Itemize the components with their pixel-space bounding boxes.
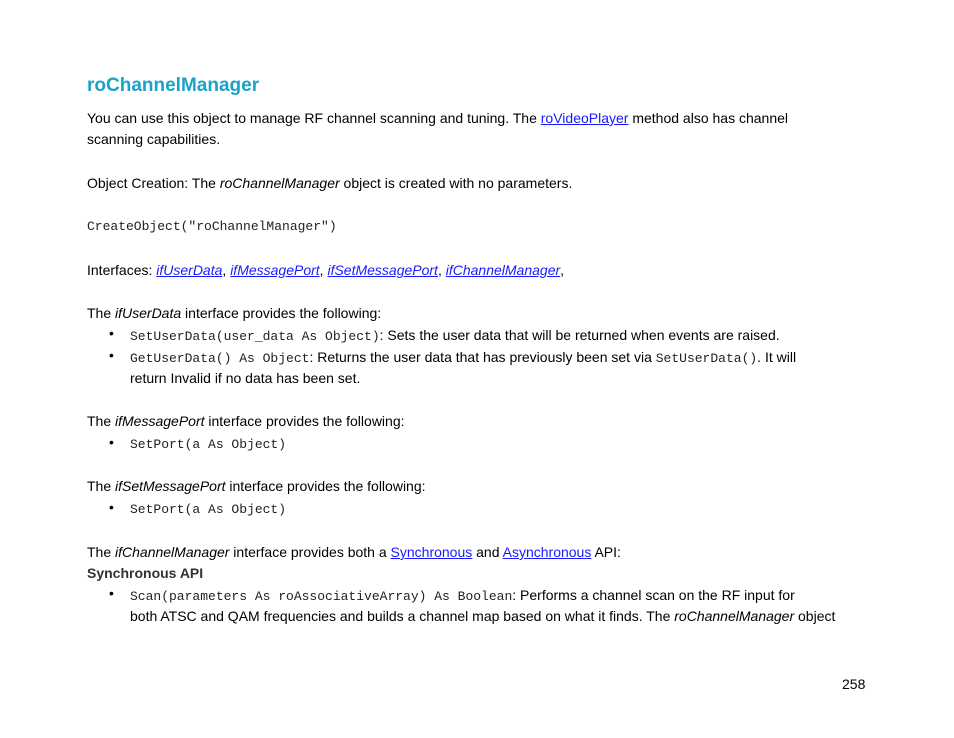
ifmessageport-intro [87,411,405,432]
method-description-2: . It will [757,349,797,365]
intro-text: You can use this object to manage RF channel scanning and tuning. The [87,110,541,126]
method-description-emphasis: roChannelManager [674,608,795,624]
list-item [87,585,867,627]
method-description-2: both ATSC and QAM frequencies and builds a channel map based on what it finds. The [130,608,675,624]
method-signature: GetUserData() As Object [130,351,310,366]
intro-paragraph [87,108,788,129]
list-item-content-line2: return Invalid if no data has been set. [130,370,361,386]
list-item-content [130,347,796,369]
ifchannelmanager-intro [87,542,621,563]
list-item [87,347,867,389]
userdata-emphasis: ifUserData [115,305,182,321]
interfaces-label: Interfaces: [87,262,157,278]
method-signature: SetPort(a As Object) [130,437,287,452]
object-creation-paragraph [87,173,572,194]
ifuserdata-intro [87,303,381,324]
msgport-text-2: interface provides the following: [204,413,405,429]
method-description: : Sets the user data that will be returned when events are raised. [379,327,780,343]
link-ifuserdata[interactable]: ifUserData [156,262,223,278]
creation-text-2: object is created with no parameters. [339,175,573,191]
chanmgr-text-2: interface provides both a [229,544,391,560]
msgport-text: The [87,413,116,429]
list-item [87,499,867,520]
list-item [87,325,867,346]
method-signature: SetPort(a As Object) [130,502,287,517]
link-rovideoplayer[interactable]: roVideoPlayer [540,110,629,126]
chanmgr-text-4: API: [591,544,621,560]
chanmgr-emphasis: ifChannelManager [115,544,230,560]
method-description: : Performs a channel scan on the RF input for [512,587,795,603]
section-heading-synchronous: Synchronous API [87,565,204,581]
link-ifchannelmanager[interactable]: ifChannelManager [445,262,561,278]
setmsgport-text-2: interface provides the following: [225,478,426,494]
intro-paragraph-line2: scanning capabilities. [87,131,221,147]
list-item-content [130,585,795,607]
creation-text: Object Creation: The [87,175,220,191]
link-synchronous[interactable]: Synchronous [390,544,473,560]
interfaces-line [87,260,564,281]
interfaces-separator: , [319,262,328,278]
bullet-icon: • [109,499,114,515]
setmsgport-text: The [87,478,116,494]
bullet-icon: • [109,325,114,341]
method-reference: SetUserData() [655,351,758,366]
userdata-text: The [87,305,116,321]
list-item-content [130,325,780,347]
userdata-text-2: interface provides the following: [181,305,382,321]
link-ifmessageport[interactable]: ifMessagePort [230,262,320,278]
link-ifsetmessageport[interactable]: ifSetMessagePort [327,262,438,278]
method-description-3: object [794,608,836,624]
bullet-icon: • [109,585,114,601]
creation-emphasis: roChannelManager [219,175,340,191]
msgport-emphasis: ifMessagePort [115,413,205,429]
setmsgport-emphasis: ifSetMessagePort [115,478,226,494]
chanmgr-text: The [87,544,116,560]
bullet-icon: • [109,347,114,363]
chanmgr-text-3: and [472,544,503,560]
intro-text-2: method also has channel [628,110,789,126]
method-signature: Scan(parameters As roAssociativeArray) As Boolean [130,589,513,604]
list-item [87,434,867,455]
code-create-object: CreateObject("roChannelManager") [87,219,337,234]
page-number: 258 [842,676,866,692]
interfaces-separator: , [222,262,231,278]
page-title: roChannelManager [87,75,260,96]
interfaces-separator: , [437,262,446,278]
ifsetmessageport-intro [87,476,426,497]
link-asynchronous[interactable]: Asynchronous [502,544,592,560]
interfaces-trailing-comma: , [560,262,565,278]
bullet-icon: • [109,434,114,450]
list-item-content-line2 [130,606,835,627]
method-description: : Returns the user data that has previously been set via [309,349,656,365]
method-signature: SetUserData(user_data As Object) [130,329,380,344]
